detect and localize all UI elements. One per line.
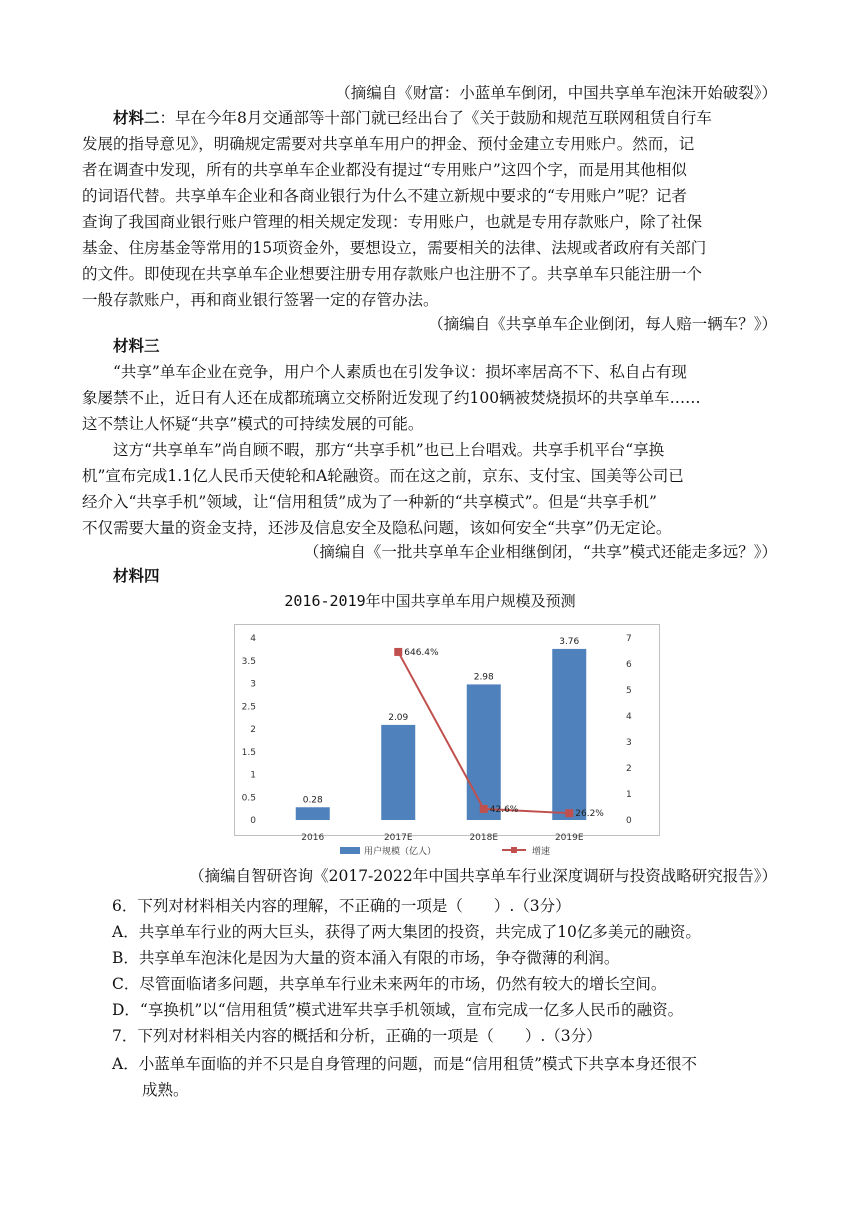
x-axis-tick-label: 2016 — [301, 833, 325, 843]
right-axis-tick-label: 2 — [626, 764, 632, 774]
left-axis-tick-label: 0.5 — [241, 793, 256, 804]
chart-title: 2016-2019年中国共享单车用户规模及预测 — [284, 592, 576, 610]
bar — [552, 649, 586, 820]
source-note-4: （摘编自智研咨询《2017-2022年中国共享单车行业深度调研与投资战略研究报告》） — [189, 867, 777, 885]
question-6-option-d: D．“享换机”以“信用租赁”模式进军共享手机领域，宣布完成一亿多人民币的融资。 — [112, 1001, 684, 1019]
growth-value-label: 646.4% — [404, 647, 439, 658]
material-2-line-1 — [82, 105, 782, 131]
paragraph-line: 者在调查中发现，所有的共享单车企业都没有提过“专用账户”这四个字，而是用其他相似 — [82, 161, 687, 179]
question-7-option-a: A．小蓝单车面临的并不只是自身管理的问题，而是“信用租赁”模式下共享本身还很不 — [112, 1055, 698, 1073]
paragraph-line: 的文件。即使现在共享单车企业想要注册专用存款账户也注册不了。共享单车只能注册一个 — [82, 265, 703, 283]
left-axis-tick-label: 1 — [250, 770, 256, 781]
paragraph-line: 机”宣布完成1.1亿人民币天使轮和A轮融资。而在这之前，京东、支付宝、国美等公司已 — [82, 467, 684, 485]
source-note-3: （摘编自《一批共享单车企业相继倒闭，“共享”模式还能走多远？》） — [303, 543, 777, 561]
question-7-option-a-cont: 成熟。 — [142, 1081, 189, 1099]
material-3-heading: 材料三 — [113, 336, 160, 355]
paragraph-line: 这方“共享单车”尚自顾不暇，那方“共享手机”也已上台唱戏。共享手机平台“享换 — [113, 441, 665, 459]
left-axis-tick-label: 3.5 — [241, 656, 256, 667]
bar-value-label: 2.98 — [473, 672, 494, 683]
chart-border — [235, 625, 660, 836]
material-2-text: ：早在今年8月交通部等十部门就已经出台了《关于鼓励和规范互联网租赁自行车 — [159, 109, 712, 127]
left-axis-tick-label: 1.5 — [241, 747, 256, 758]
question-7: 7．下列对材料相关内容的概括和分析，正确的一项是（ ）.（3分） — [112, 1027, 602, 1045]
bar-value-label: 3.76 — [559, 636, 580, 647]
growth-marker — [480, 805, 488, 813]
paragraph-line: 的词语代替。共享单车企业和各商业银行为什么不建立新规中要求的“专用账户”呢？记者 — [82, 187, 687, 205]
paragraph-line: 一般存款账户，再和商业银行签署一定的存管办法。 — [82, 291, 439, 309]
right-axis-tick-label: 6 — [626, 660, 632, 670]
growth-value-label: 42.6% — [489, 804, 519, 815]
question-6-option-a: A．共享单车行业的两大巨头，获得了两大集团的投资，共完成了10亿多美元的融资。 — [112, 923, 701, 941]
growth-marker — [565, 809, 573, 817]
legend-label-users: 用户规模（亿人） — [364, 847, 437, 857]
legend-label-growth: 增速 — [532, 847, 551, 857]
x-axis-tick-label: 2018E — [469, 833, 499, 843]
bar — [381, 725, 415, 820]
paragraph-line: 经介入“共享手机”领域，让“信用租赁”成为了一种新的“共享模式”。但是“共享手机” — [82, 493, 657, 511]
right-axis-tick-label: 7 — [626, 634, 632, 644]
x-axis-tick-label: 2017E — [383, 833, 413, 843]
paragraph-line: “共享”单车企业在竞争，用户个人素质也在引发争议：损坏率居高不下、私自占有现 — [113, 363, 687, 381]
source-note-2: （摘编自《共享单车企业倒闭，每人赔一辆车？》） — [428, 315, 777, 333]
material-2-heading: 材料二 — [113, 108, 160, 127]
legend-bar-swatch — [340, 847, 360, 854]
left-axis-tick-label: 2 — [250, 725, 256, 735]
right-axis-tick-label: 3 — [626, 738, 632, 748]
source-note-1: （摘编自《财富：小蓝单车倒闭，中国共享单车泡沫开始破裂》） — [335, 84, 777, 102]
bar-value-label: 0.28 — [302, 795, 323, 806]
right-axis-tick-label: 1 — [626, 790, 632, 800]
paragraph-line: 基金、住房基金等常用的15项资金外，要想设立，需要相关的法律、法规或者政府有关部门 — [82, 239, 707, 257]
right-axis-tick-label: 5 — [626, 686, 632, 696]
growth-value-label: 26.2% — [575, 809, 604, 820]
left-axis-tick-label: 2.5 — [241, 702, 256, 713]
legend-line-marker — [511, 847, 517, 853]
paragraph-line: 这不禁让人怀疑“共享”模式的可持续发展的可能。 — [82, 415, 424, 433]
material-4-heading: 材料四 — [113, 566, 160, 585]
growth-marker — [394, 648, 402, 656]
left-axis-tick-label: 3 — [250, 679, 256, 690]
right-axis-tick-label: 4 — [626, 712, 632, 722]
paragraph-line: 查询了我国商业银行账户管理的相关规定发现：专用账户，也就是专用存款账户，除了社保 — [82, 213, 703, 231]
question-6-option-c: C．尽管面临诸多问题，共享单车行业未来两年的市场，仍然有较大的增长空间。 — [112, 975, 667, 993]
bar-value-label: 2.09 — [388, 712, 409, 723]
bar — [467, 684, 501, 820]
bar-line-chart — [234, 624, 660, 857]
question-6: 6．下列对材料相关内容的理解，不正确的一项是（ ）.（3分） — [112, 897, 571, 915]
left-axis-tick-label: 0 — [250, 816, 256, 826]
bar — [296, 807, 330, 820]
left-axis-tick-label: 4 — [250, 634, 256, 644]
paragraph-line: 发展的指导意见》，明确规定需要对共享单车用户的押金、预付金建立专用账户。然而，记 — [82, 135, 695, 153]
paragraph-line: 不仅需要大量的资金支持，还涉及信息安全及隐私问题，该如何安全“共享”仍无定论。 — [82, 519, 672, 537]
question-6-option-b: B．共享单车泡沫化是因为大量的资本涌入有限的市场，争夺微薄的利润。 — [112, 949, 620, 967]
paragraph-line: 象屡禁不止，近日有人还在成都琉璃立交桥附近发现了约100辆被焚烧损坏的共享单车…… — [82, 389, 701, 407]
right-axis-tick-label: 0 — [626, 816, 632, 826]
x-axis-tick-label: 2019E — [554, 833, 584, 843]
